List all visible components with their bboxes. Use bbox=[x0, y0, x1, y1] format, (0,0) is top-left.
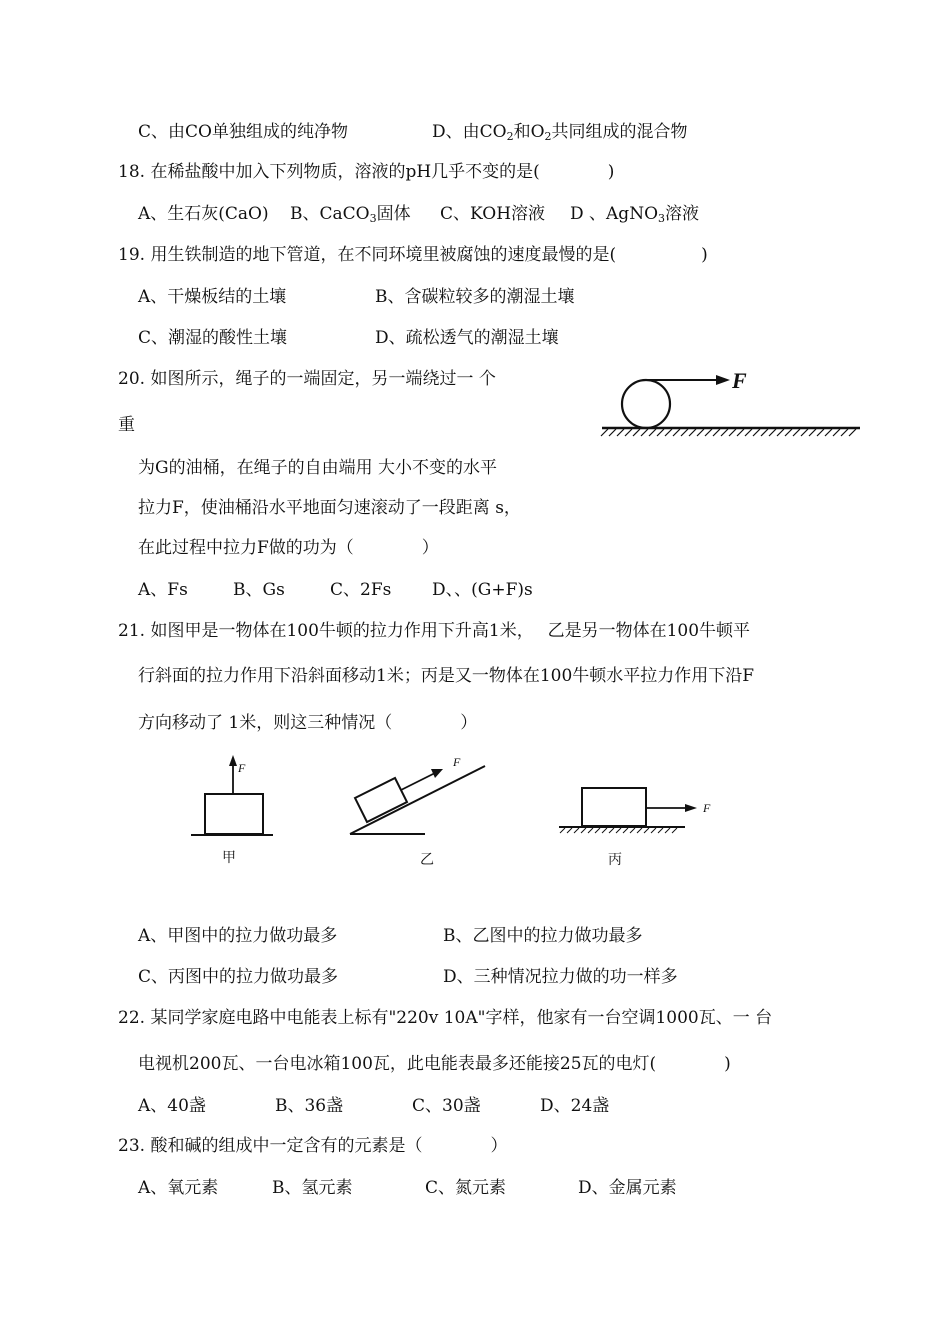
q23-option-d: D、金属元素 bbox=[578, 1178, 677, 1198]
hatch-mark bbox=[633, 429, 640, 436]
q21-option-a: A、甲图中的拉力做功最多 bbox=[138, 926, 338, 946]
q20-option-c: C、2Fs bbox=[330, 580, 392, 600]
q19-option-a: A、干燥板结的土壤 bbox=[138, 287, 287, 307]
hatch-mark bbox=[713, 429, 720, 436]
q21-label-bing: 丙 bbox=[608, 852, 622, 868]
hatch-mark bbox=[651, 828, 656, 833]
q18-option-a: A、生石灰(CaO) bbox=[138, 204, 269, 224]
q20-option-b: B、Gs bbox=[233, 580, 285, 600]
hatch-mark bbox=[681, 429, 688, 436]
hatch-mark bbox=[588, 828, 593, 833]
hatch-mark bbox=[644, 828, 649, 833]
hatch-mark bbox=[574, 828, 579, 833]
hatch-mark bbox=[581, 828, 586, 833]
hatch-mark bbox=[753, 429, 760, 436]
hatch-mark bbox=[825, 429, 832, 436]
hatch-mark bbox=[617, 429, 624, 436]
hatch-mark bbox=[793, 429, 800, 436]
hatch-mark bbox=[777, 429, 784, 436]
q20-stem-line-5: 在此过程中拉力F做的功为（ ） bbox=[138, 538, 439, 558]
hatch-mark bbox=[625, 429, 632, 436]
q20-stem-line-1: 20. 如图所示，绳子的一端固定，另一端绕过一 个 bbox=[118, 369, 496, 389]
hatch-mark bbox=[601, 429, 608, 436]
hatch-mark bbox=[609, 828, 614, 833]
q20-stem-line-4: 拉力F，使油桶沿水平地面匀速滚动了一段距离 s， bbox=[138, 498, 521, 518]
hatch-mark bbox=[560, 828, 565, 833]
oil-drum bbox=[622, 380, 670, 428]
force-label-yi: F bbox=[453, 755, 461, 769]
hatch-mark bbox=[595, 828, 600, 833]
hatch-mark bbox=[721, 429, 728, 436]
q20-option-d: D、、(G+F)s bbox=[432, 580, 533, 600]
q21-stem-line-2: 行斜面的拉力作用下沿斜面移动1米；丙是又一物体在100牛顿水平拉力作用下沿F bbox=[138, 666, 755, 686]
q22-stem-line-2: 电视机200瓦、一台电冰箱100瓦，此电能表最多还能接25瓦的电灯( ) bbox=[138, 1054, 731, 1074]
q17-option-d: D、由$CO_2$和$O_2$共同组成的混合物 bbox=[432, 122, 688, 143]
hatch-mark bbox=[737, 429, 744, 436]
q22-option-a: A、40盏 bbox=[138, 1096, 206, 1116]
hatch-mark bbox=[623, 828, 628, 833]
hatch-mark bbox=[672, 828, 677, 833]
q20-stem-line-2: 重 bbox=[118, 415, 135, 435]
q22-stem-line-1: 22. 某同学家庭电路中电能表上标有"220v 10A"字样，他家有一台空调1000瓦、一 台 bbox=[118, 1008, 773, 1028]
q21-figure-bing bbox=[555, 780, 720, 836]
hatch-mark bbox=[801, 429, 808, 436]
hatch-mark bbox=[841, 429, 848, 436]
q19-option-b: B、含碳粒较多的潮湿土壤 bbox=[375, 287, 575, 307]
q23-option-c: C、氮元素 bbox=[425, 1178, 507, 1198]
q21-stem-line-3: 方向移动了 1米，则这三种情况（ ） bbox=[138, 713, 478, 733]
q21-label-jia: 甲 bbox=[222, 850, 236, 866]
hatch-mark bbox=[658, 828, 663, 833]
q18-stem: 18. 在稀盐酸中加入下列物质，溶液的pH几乎不变的是( ) bbox=[118, 162, 615, 182]
force-arrow-jia bbox=[229, 755, 237, 766]
hatch-mark bbox=[673, 429, 680, 436]
q21-stem-line-1: 21. 如图甲是一物体在100牛顿的拉力作用下升高1米， 乙是另一物体在100牛顿平 bbox=[118, 621, 751, 641]
q23-option-a: A、氧元素 bbox=[138, 1178, 219, 1198]
hatch-mark bbox=[602, 828, 607, 833]
force-label-bing: F bbox=[703, 801, 711, 815]
hatch-mark bbox=[769, 429, 776, 436]
hatch-mark bbox=[689, 429, 696, 436]
q18-option-c: C、KOH溶液 bbox=[440, 204, 546, 224]
q21-option-d: D、三种情况拉力做的功一样多 bbox=[443, 967, 678, 987]
hatch-mark bbox=[649, 429, 656, 436]
q21-figure-yi bbox=[345, 752, 495, 842]
q22-option-c: C、30盏 bbox=[412, 1096, 481, 1116]
hatch-mark bbox=[665, 828, 670, 833]
q21-option-b: B、乙图中的拉力做功最多 bbox=[443, 926, 643, 946]
q19-stem: 19. 用生铁制造的地下管道，在不同环境里被腐蚀的速度最慢的是( ) bbox=[118, 245, 708, 265]
q23-stem: 23. 酸和碱的组成中一定含有的元素是（ ） bbox=[118, 1136, 508, 1156]
q21-figure-jia bbox=[185, 752, 275, 842]
force-arrow-head bbox=[716, 375, 730, 385]
hatch-mark bbox=[665, 429, 672, 436]
q22-option-b: B、36盏 bbox=[275, 1096, 344, 1116]
force-arrow-bing bbox=[685, 804, 697, 812]
hatch-mark bbox=[697, 429, 704, 436]
hatch-mark bbox=[849, 429, 856, 436]
block-jia bbox=[205, 794, 263, 834]
block-bing bbox=[582, 788, 646, 826]
q18-option-b: B、CaCO$_3$固体 bbox=[290, 204, 411, 225]
hatch-mark bbox=[705, 429, 712, 436]
q17-option-c: C、由CO单独组成的纯净物 bbox=[138, 122, 348, 142]
q21-option-c: C、丙图中的拉力做功最多 bbox=[138, 967, 339, 987]
hatch-mark bbox=[609, 429, 616, 436]
hatch-mark bbox=[641, 429, 648, 436]
hatch-mark bbox=[833, 429, 840, 436]
ground-hatching-bing bbox=[560, 828, 677, 833]
hatch-mark bbox=[745, 429, 752, 436]
hatch-mark bbox=[729, 429, 736, 436]
force-label: F bbox=[732, 368, 747, 393]
q21-label-yi: 乙 bbox=[420, 852, 434, 868]
hatch-mark bbox=[809, 429, 816, 436]
q23-option-b: B、氢元素 bbox=[272, 1178, 353, 1198]
q20-stem-line-3: 为G的油桶，在绳子的自由端用 大小不变的水平 bbox=[138, 458, 497, 478]
hatch-mark bbox=[637, 828, 642, 833]
force-label-jia: F bbox=[238, 761, 246, 775]
q20-drum-figure bbox=[598, 362, 863, 440]
q18-option-d: D 、AgNO$_3$溶液 bbox=[570, 204, 700, 225]
q19-option-c: C、潮湿的酸性土壤 bbox=[138, 328, 288, 348]
ground-hatching bbox=[601, 429, 856, 436]
incline-surface bbox=[350, 766, 485, 834]
block-yi bbox=[355, 778, 407, 822]
hatch-mark bbox=[657, 429, 664, 436]
hatch-mark bbox=[567, 828, 572, 833]
hatch-mark bbox=[817, 429, 824, 436]
q19-option-d: D、疏松透气的潮湿土壤 bbox=[375, 328, 559, 348]
force-line-yi bbox=[401, 773, 435, 790]
hatch-mark bbox=[761, 429, 768, 436]
hatch-mark bbox=[785, 429, 792, 436]
q22-option-d: D、24盏 bbox=[540, 1096, 610, 1116]
q20-option-a: A、Fs bbox=[138, 580, 188, 600]
hatch-mark bbox=[616, 828, 621, 833]
hatch-mark bbox=[630, 828, 635, 833]
